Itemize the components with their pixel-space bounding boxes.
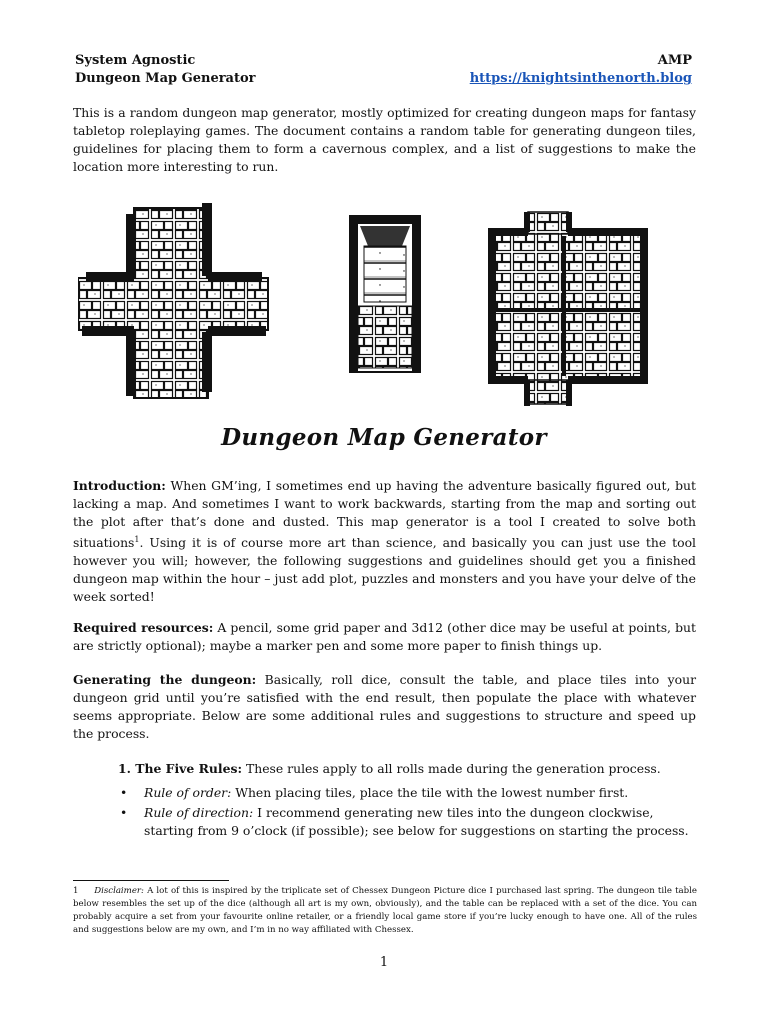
list-item <box>118 804 698 840</box>
resources-paragraph <box>73 619 696 655</box>
introduction-label: Introduction: <box>73 478 166 493</box>
intro-paragraph: This is a random dungeon map generator, mostly optimized for creating dungeon maps for fantasy tabletop roleplaying games. The document contains a random table for generating dungeon tiles, guidelines for placing them to form a cavernous complex, and a list of suggestions to make the location more interesting to run. <box>73 105 696 174</box>
rule-term: Rule of order: <box>144 785 232 800</box>
footnote-ref: 1 <box>134 534 140 544</box>
list-item <box>118 784 698 802</box>
staircase-tile <box>350 216 420 372</box>
introduction-text-a: When GM’ing, I sometimes end up having the adventure basically figured out, but lacking a map. And sometimes I want to work backwards, starting from the map and sorting out the plot after that’s done and dusted. This map generator is a tool I created to solve both situations <box>73 478 696 550</box>
tile-illustrations <box>78 200 692 410</box>
footnote-number: 1 <box>73 886 79 896</box>
header-doc-title: Dungeon Map Generator <box>75 71 256 86</box>
footnote-divider <box>73 880 229 881</box>
five-rules-label: 1. The Five Rules: <box>118 761 243 776</box>
rule-term: Rule of direction: <box>144 805 254 820</box>
page-number: 1 <box>379 955 389 970</box>
header-system: System Agnostic <box>75 53 196 68</box>
rules-list <box>118 784 698 842</box>
five-rules-text: These rules apply to all rolls made during the generation process. <box>242 761 661 776</box>
rule-text: I recommend generating new tiles into the dungeon clockwise, starting from 9 o’clock (if possible); see below for suggestions on starting the process. <box>144 805 689 838</box>
header-author: AMP <box>657 53 692 68</box>
resources-label: Required resources: <box>73 620 214 635</box>
generating-paragraph <box>73 671 696 743</box>
blog-link[interactable]: https://knightsinthenorth.blog <box>469 71 692 86</box>
footnote-term: Disclaimer: <box>94 886 144 896</box>
cross-corridor-tile <box>78 203 268 398</box>
rule-text: When placing tiles, place the tile with the lowest number first. <box>231 785 629 800</box>
room-tile <box>488 212 648 406</box>
bullet-icon: • <box>120 785 128 800</box>
five-rules-heading <box>118 760 661 778</box>
header-right <box>470 52 692 88</box>
bullet-icon: • <box>120 805 128 820</box>
footnote <box>73 885 697 937</box>
introduction-paragraph <box>73 477 696 605</box>
generating-text: Basically, roll dice, consult the table, and place tiles into your dungeon grid until you’re satisfied with the end result, then populate the place with whatever seems appropriate. Below are some additional rules and suggestions to structure and speed up the process. <box>73 672 696 741</box>
generating-label: Generating the dungeon: <box>73 672 257 687</box>
page-title: Dungeon Map Generator <box>221 424 547 451</box>
resources-text: A pencil, some grid paper and 3d12 (other dice may be useful at points, but are strictly optional); maybe a marker pen and some more paper to finish things up. <box>73 620 696 653</box>
introduction-text-b: . Using it is of course more art than science, and basically you can just use the tool however you will; however, the following suggestions and guidelines should get you a finished dungeon map within the hour – just add plot, puzzles and monsters and you have your delve of the week sorted! <box>73 534 696 604</box>
footnote-text: A lot of this is inspired by the triplicate set of Chessex Dungeon Picture dice I purchased last spring. The dungeon tile table below resembles the set up of the dice (although all art is my own, obviously), and the table can be replaced with a set of the dice. You can probably acquire a set from your favourite online retailer, or a friendly local game store if you’re lucky enough to have one. All of the rules and suggestions below are my own, and I’m in no way affiliated with Chessex. <box>73 886 697 935</box>
header-left <box>75 52 256 88</box>
